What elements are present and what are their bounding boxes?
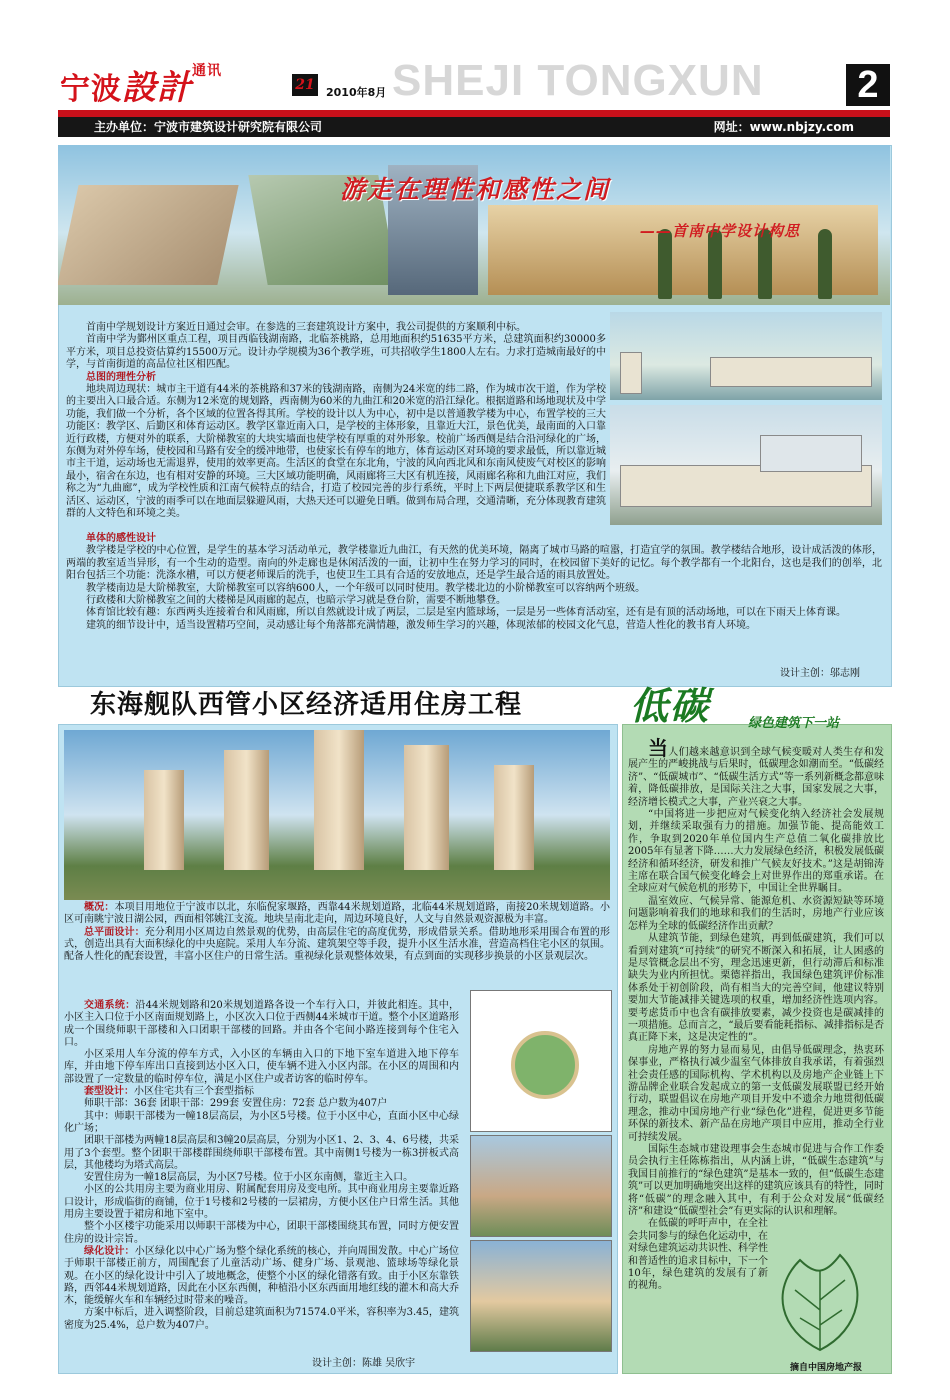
article3-body (628, 736, 885, 1293)
paragraph: 师职干部：36套 团职干部：299套 安置住房：72套 总户数为407户 (84, 1098, 388, 1110)
paragraph-text: 充分利用小区周边自然景观的优势，由高层住宅的高度优势，形成借景关系。借助地形采用围合布置的形式，创造出具有大面积绿化的中央庭院。采用人车分流、建筑架空等手段，提升小区生活水准，营造高档住宅小区的氛围。配备人性化的配套设置，丰富小区住户的日常生活。重视绿化景观整体效果，有点到面的实现移步换景的小区景观层次。 (64, 926, 611, 963)
logo-design: 設計 (122, 68, 192, 108)
paragraph (628, 736, 885, 809)
tower-shape (314, 730, 364, 870)
article1-credit: 设计主创：邬志刚 (780, 668, 860, 679)
keyword: 交通系统： (84, 1000, 136, 1011)
article3-headline: 低碳 (630, 683, 711, 728)
section-heading: 单体的感性设计 (86, 533, 156, 544)
paragraph: 首南中学为鄞州区重点工程，项目西临钱湖南路，北临茶桃路，总用地面积约51635平方米，总建筑面积约30000多平方米，项目总投资估算约15500万元。设计办学规模为36个教学班，可共招收学生1800人左右。力求打造城南最好的中学，与首南街道的高品位社区相匹配。 (66, 334, 606, 371)
model-photo (58, 185, 239, 285)
section-heading: 总图的理性分析 (86, 371, 156, 383)
article1-body-top (66, 322, 606, 521)
street-render-image (470, 1240, 612, 1352)
masthead-red-rule (58, 110, 890, 117)
article2-title: 东海舰队西管小区经济适用住房工程 (90, 690, 523, 720)
page-number: 2 (846, 64, 890, 106)
aerial-render-image (470, 1135, 612, 1237)
article1-subtitle: ——首南中学设计构思 (640, 222, 801, 240)
paragraph: 其中：师职干部楼为一幢18层高层，为小区5号楼。位于小区中心，直面小区中心绿化广场； (64, 1110, 459, 1134)
paragraph-text: 小区住宅共有三个套型指标 (134, 1086, 254, 1098)
masthead-info-bar (58, 117, 890, 137)
tower-shape (224, 750, 269, 870)
article3-credit: 摘自中国房地产报 (790, 1363, 863, 1373)
site-plan-image (470, 990, 612, 1132)
article2-body-narrow (64, 1000, 459, 1332)
drop-cap: 当 (648, 736, 669, 760)
paragraph-text: 沿44米规划路和20米规划道路各设一个车行入口，并彼此相连。其中，小区主入口位于小区南面规划路上，小区次入口位于西侧44米城市干道。整个小区道路形成一个围绕师职干部楼和入口团职干部楼的回路。并由各个宅间小路连接到每个住宅入口。 (64, 1000, 460, 1048)
keyword: 概况： (84, 902, 115, 913)
newsletter-logo (60, 60, 222, 109)
article2-body-wide (64, 902, 610, 963)
tower-shape (494, 765, 534, 870)
paragraph: 在低碳的呼吁声中，在全社会共同参与的绿色化运动中，在对绿色建筑运动共识性、科学性和普适性的追求目标中，下一个10年，绿色建筑的发展有了新的视角。 (628, 1218, 768, 1292)
keyword: 套型设计： (84, 1086, 134, 1098)
paragraph-text: 本项目用地位于宁波市以北，东临倪家堰路，西靠44米规划道路，北临44米规划道路，南接20米规划道路。小区可南眺宁波日湖公园，西面相邻姚江支流。地块呈南北走向，周边环境良好，人文与自然景观资源极为丰富。 (64, 902, 610, 926)
website-link[interactable]: 网址：www.nbjzy.com (713, 120, 854, 134)
paragraph: 整个小区楼宇功能采用以师职干部楼为中心，团职干部楼围绕其布置，同时方便安置住房的设计宗旨。 (64, 1221, 459, 1245)
paragraph: 教学楼是学校的中心位置，是学生的基本学习活动单元，教学楼靠近九曲江，有天然的优美环境，隔离了城市马路的喧嚣，打造宜学的氛围。教学楼结合地形，设计成活泼的体形，两端的教室适当异形，有一个生动的造型。南向的外走廊也是休闲活泼的一面，让初中生在努力学习的同时，在校园留下美好的记忆。每个教学都有一个北阳台，这也是我们的创举，北阳台包括三个功能：洗涤水槽，可以方便老师课后的洗手，也使卫生工具有合适的安放地点，还是学生最合适的雨具放置处。 (66, 545, 882, 582)
paragraph-text: 小区绿化以中心广场为整个绿化系统的核心，并向周围发散。中心广场位于师职干部楼正前方，周围配套了儿童活动广场、健身广场、景观池、篮球场等绿化景观。在小区的绿化设计中引入了坡地概念，使整个小区的绿化错落有致。由于小区东靠铁路，西邻44米规划道路，因此在小区东西侧，种植沿小区东西面用地红线的灌木和高大乔木，能缓解火车和车辆经过时带来的噪音。 (64, 1245, 460, 1307)
leaf-icon (760, 1240, 880, 1360)
tree-shape (818, 229, 832, 299)
housing-render-image (64, 730, 610, 900)
paragraph (64, 1000, 459, 1049)
paragraph: 国际生态城市建设理事会生态城市促进与合作工作委员会执行主任陈栋指出，从内涵上讲，“低碳生态建筑”与我国目前推行的“绿色建筑”是基本一致的，但“低碳生态建筑”可以更加明确地突出这样的建筑应该具有的特性，同时将“低碳”的理念融入其中，有利于公众对发展“低碳经济”和建设“低碳型社会”有更实际的认识和理解。 (628, 1144, 884, 1218)
school-gym-render (610, 405, 882, 525)
paragraph: 安置住房为一幢18层高层，为小区7号楼。位于小区东南侧，靠近主入口。 (84, 1172, 414, 1184)
paragraph: 团职干部楼为两幢18层高层和3幢20层高层，分别为小区1、2、3、4、6号楼，共采用了3个套型。整个团职干部楼群围绕师职干部楼布置。其中南侧1号楼为一栋3拼板式高层，其他楼均为塔式高层。 (64, 1135, 459, 1171)
logo-city: 宁波 (60, 72, 122, 107)
keyword: 绿化设计： (84, 1245, 135, 1257)
paragraph: 地块周边现状：城市主干道有44米的茶桃路和37米的钱湖南路，南侧为24米宽的纬二路，作为城市次干道，作为学校的主要出入口最合适。东侧为12米宽的规划路，西南侧为60米的九曲江和20米宽的沿江绿化。根据道路和场地现状及中学功能，我们做一个分析，各个区域的位置各得其所。学校的设计以人为中心，初中是以普通教学楼为中心，布置学校的三大功能区：教学区、后勤区和体育运动区。教学区靠近南入口，是学校的主体形象，且靠近大江，景色优美，最南面的入口靠近行政楼，方便对外的联系，大阶梯教室的大块实墙面也使学校有厚重的对外形象。校前广场西侧是结合沿河绿化的广场，东侧为对外停车场，使校园和马路有安全的缓冲地带，也使家长有停车的地方，体育运动区对环境的要求最低，所以靠近城市主干道，运动场也无需退界，使用的效率更高。生活区的食堂在东北角，宁波的风向西北风和东南风使废气对校区的影响最小，宿舍在东边，也有相对安静的环境。三大区域功能明确，风雨廊将三大区有机连接，风雨廊名称和九曲江对应，我们称之为“九曲廊”，成为学校性质和江南气候特点的结合，打造了校园完善的步行系统，平时上下两层便捷联系教学区和生活区、运动区，宁波的雨季可以在地面层躲避风雨，大热天还可以避免日晒。做到布局合理，交通清晰，充分体现教育建筑群的人文特色和环境之美。 (66, 384, 606, 520)
paragraph (64, 927, 610, 964)
central-plaza-shape (511, 1031, 579, 1099)
brand-title-en: SHEJI TONGXUN (392, 56, 764, 105)
tower-shape (620, 352, 642, 394)
paragraph: 温室效应、气候异常、能源危机、水资源短缺等环境问题影响着我们的地球和我们的生活时，房地产行业应该怎样为全球的低碳经济作出贡献？ (628, 895, 884, 932)
issue-date: 2010年8月 (326, 86, 387, 99)
logo-tong: 通讯 (192, 63, 222, 79)
gym-roof-shape (760, 435, 862, 472)
article1-title: 游走在理性和感性之间 (340, 175, 611, 204)
host-organization: 主办单位：宁波市建筑设计研究院有限公司 (94, 120, 323, 134)
paragraph: 方案中标后，进入调整阶段，目前总建筑面积为71574.0平米，容积率为3.45，建筑密度为25.4%，总户数为407户。 (64, 1307, 459, 1331)
paragraph (64, 902, 610, 927)
paragraph: 小区的公共用房主要为商业用房、附属配套用房及变电所。其中商业用房主要靠近路口设计，形成临街的商铺，位于1号楼和2号楼的一层裙房，方便小区住户日常生活。其他用房主要设置于裙房和地下室中。 (64, 1184, 459, 1221)
paragraph: 从建筑节能，到绿色建筑，再到低碳建筑，我们可以看到对建筑“可持续”的研究不断深入和拓展，让人困惑的是尽管概念层出不穷，理念迅速更新，但行动滞后和标准缺失为业内所担忧。栗德祥指出，我国绿色建筑评价标准体系处于初创阶段，尚有相当大的完善空间，他建议特别要加大节能减排关键选项的权重，增加经济性选项内容。要考虑货币中也含有碳排放要素，减少投资也是碳减排的一项措施。总而言之，“最后要看能耗指标、减排指标是否真正降下来，这是决定性的”。 (628, 933, 884, 1044)
school-riverside-render (610, 312, 882, 400)
paragraph (64, 1246, 459, 1307)
paragraph: 教学楼南边是大阶梯教室，大阶梯教室可以容纳600人，一个年级可以同时使用。教学楼北边的小阶梯教室可以容纳两个班级。 (86, 582, 646, 594)
tower-shape (144, 770, 184, 870)
article1-body-bottom (66, 533, 882, 632)
article3-subtitle: 绿色建筑下一站 (748, 716, 840, 731)
issue-number: 21 (292, 74, 318, 96)
paragraph: 体育馆比较有趣：东西两头连接着台和风雨廊，所以自然就设计成了两层，二层是室内篮球场，一层是另一些体育活动室，还有是有顶的活动场地，可以在下雨天上体育课。 (86, 607, 846, 619)
tower-shape (404, 745, 449, 870)
paragraph: “中国将进一步把应对气候变化纳入经济社会发展规划，并继续采取强有力的措施。加强节能、提高能效工作，争取到2020年单位国内生产总值二氧化碳排放比2005年有显著下降……大力发展绿色经济，积极发展低碳经济和循环经济，研发和推广气候友好技术。”这是胡锦涛主席在联合国气候变化峰会上对世界作出的郑重承诺。在全球应对气候危机的形势下，中国让全世界瞩目。 (628, 809, 884, 895)
paragraph: 建筑的细节设计中，适当设置精巧空间，灵动感让每个角落都充满情趣，激发师生学习的兴趣，体现浓郁的校园文化气息，营造人性化的教书育人环境。 (86, 619, 756, 631)
keyword: 总平面设计： (84, 926, 145, 938)
paragraph: 行政楼和大阶梯教室之间的大楼梯是风雨廊的起点，也暗示学习就是登台阶，需要不断地攀登。 (86, 595, 506, 607)
building-shape (710, 357, 872, 387)
paragraph: 房地产界的努力显而易见，由倡导低碳理念，热衷环保事业，严格执行减少温室气体排放自我承诺，有着强烈社会责任感的国际机构、学术机构以及房地产企业链上下游品牌企业联合发起成立的第一支低碳发展联盟已经开始行动，联盟倡议在房地产项目开发中不遗余力地贯彻低碳理念，推动中国房地产行业“绿色化”进程，促进更多节能环保的新技术、新产品在房地产项目中应用，推动全行业可持续发展。 (628, 1044, 884, 1143)
paragraph: 小区采用人车分流的停车方式，入小区的车辆由入口的下地下室车道进入地下停车库，并由地下停车库出口直接到达小区入口，使车辆不进入小区内部。在小区的周围和内部设置了一定数量的临时停车位，满足小区住户或者访客的临时停车。 (64, 1049, 459, 1085)
article2-credit: 设计主创：陈雄 吴欣宇 (312, 1358, 416, 1369)
paragraph-text: 人们越来越意识到全球气候变暖对人类生存和发展产生的严峻挑战与后果时，低碳理念如潮而至。“低碳经济”、“低碳城市”、“低碳生活方式”等一系列新概念都意味着，降低碳排放，是国际关注之大事，国家发展之大事，经济增长模式之大事，产业兴衰之大事。 (628, 747, 885, 808)
paragraph: 首南中学规划设计方案近日通过会审。在参选的三套建筑设计方案中，我公司提供的方案顺利中标。 (86, 322, 526, 333)
paragraph (64, 1086, 459, 1098)
